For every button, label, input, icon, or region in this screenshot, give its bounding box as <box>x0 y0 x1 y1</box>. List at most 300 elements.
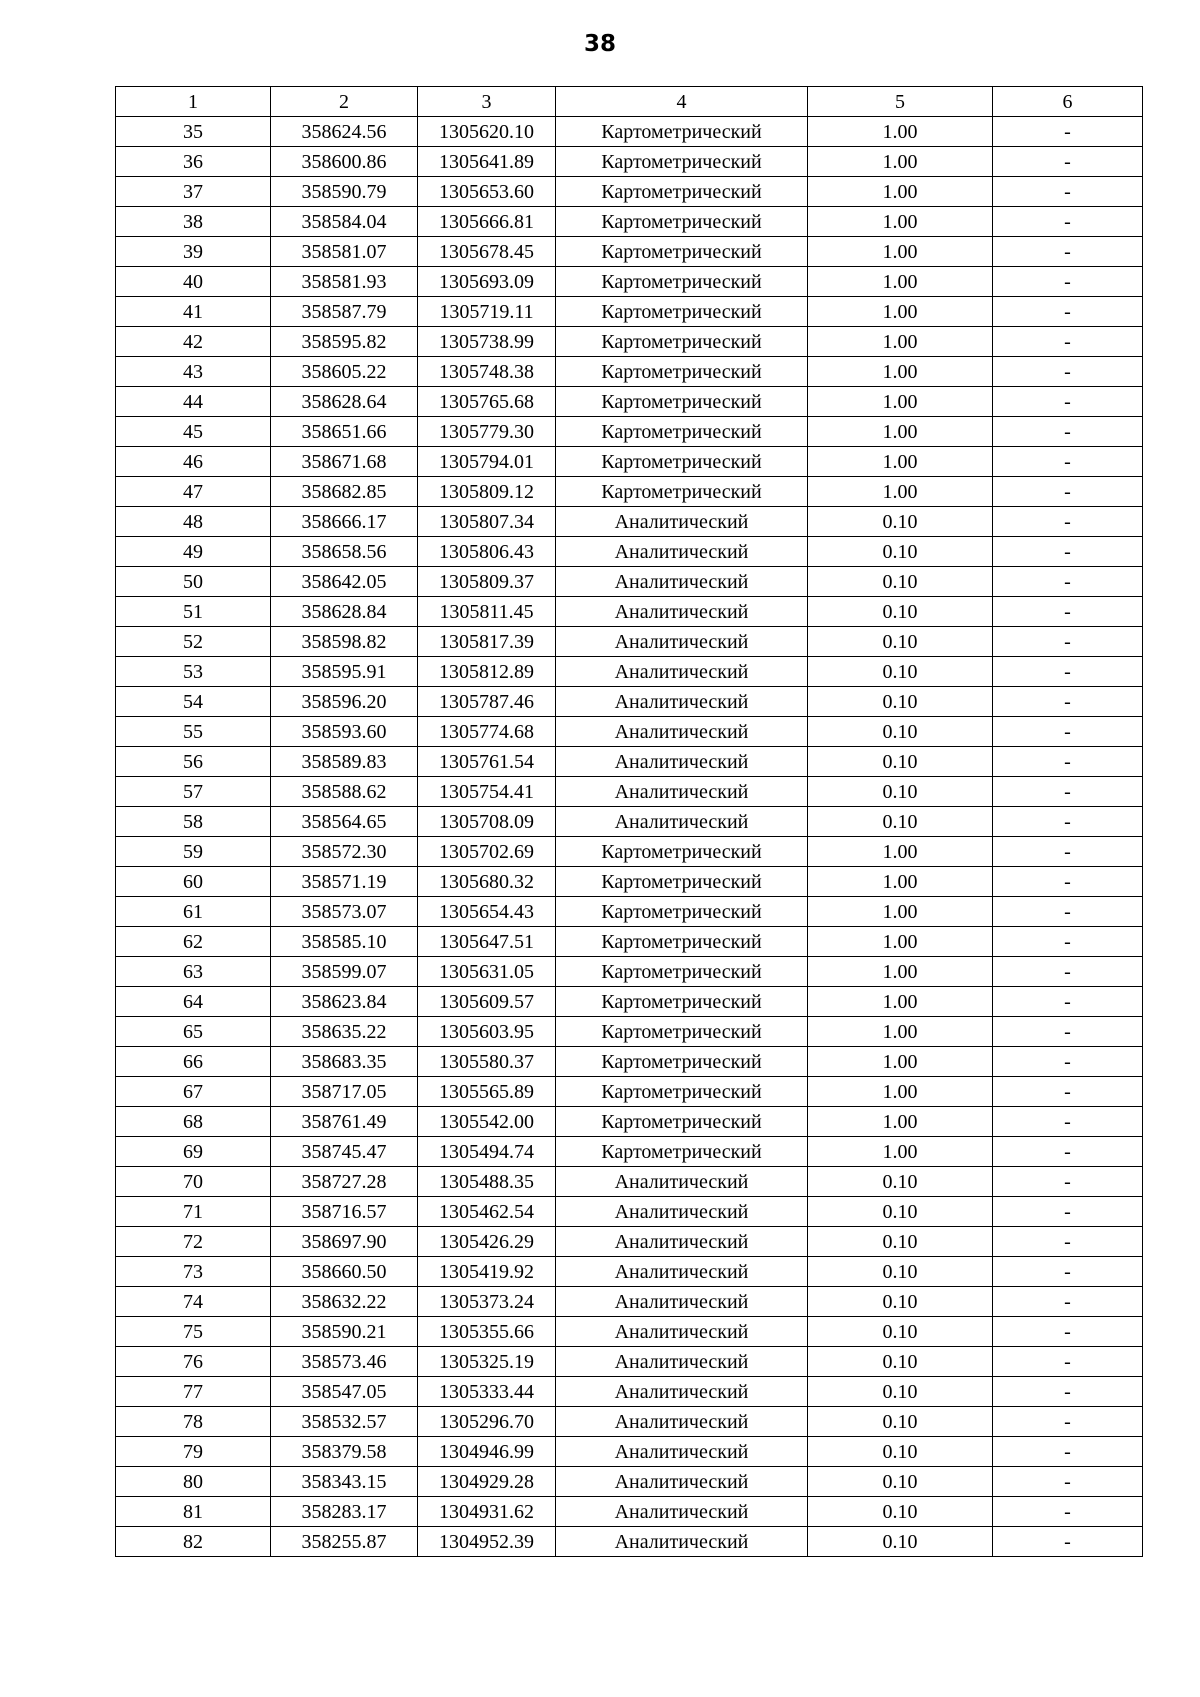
table-row <box>116 687 1143 717</box>
x-coordinate-cell: 358581.93 <box>271 267 418 297</box>
x-coordinate-cell: 358588.62 <box>271 777 418 807</box>
accuracy-cell: 0.10 <box>808 747 993 777</box>
x-coordinate-cell: 358600.86 <box>271 147 418 177</box>
point-number-cell: 71 <box>116 1197 271 1227</box>
accuracy-cell: 1.00 <box>808 297 993 327</box>
accuracy-cell: 1.00 <box>808 267 993 297</box>
x-coordinate-cell: 358573.07 <box>271 897 418 927</box>
x-coordinate-cell: 358660.50 <box>271 1257 418 1287</box>
accuracy-cell: 1.00 <box>808 1047 993 1077</box>
x-coordinate-cell: 358717.05 <box>271 1077 418 1107</box>
accuracy-cell: 1.00 <box>808 177 993 207</box>
note-cell: - <box>993 207 1143 237</box>
table-row <box>116 777 1143 807</box>
point-number-cell: 55 <box>116 717 271 747</box>
note-cell: - <box>993 987 1143 1017</box>
point-number-cell: 78 <box>116 1407 271 1437</box>
note-cell: - <box>993 657 1143 687</box>
y-coordinate-cell: 1305809.37 <box>418 567 556 597</box>
method-cell: Картометрический <box>556 357 808 387</box>
table-row <box>116 537 1143 567</box>
x-coordinate-cell: 358761.49 <box>271 1107 418 1137</box>
y-coordinate-cell: 1305680.32 <box>418 867 556 897</box>
table-row <box>116 957 1143 987</box>
table-row <box>116 1137 1143 1167</box>
accuracy-cell: 0.10 <box>808 1257 993 1287</box>
accuracy-cell: 0.10 <box>808 717 993 747</box>
method-cell: Картометрический <box>556 147 808 177</box>
x-coordinate-cell: 358697.90 <box>271 1227 418 1257</box>
point-number-cell: 46 <box>116 447 271 477</box>
y-coordinate-cell: 1305565.89 <box>418 1077 556 1107</box>
method-cell: Аналитический <box>556 507 808 537</box>
y-coordinate-cell: 1305708.09 <box>418 807 556 837</box>
accuracy-cell: 0.10 <box>808 1377 993 1407</box>
table-row <box>116 447 1143 477</box>
column-header: 6 <box>993 87 1143 117</box>
table-row <box>116 1317 1143 1347</box>
method-cell: Аналитический <box>556 747 808 777</box>
method-cell: Картометрический <box>556 327 808 357</box>
accuracy-cell: 0.10 <box>808 1287 993 1317</box>
x-coordinate-cell: 358632.22 <box>271 1287 418 1317</box>
x-coordinate-cell: 358651.66 <box>271 417 418 447</box>
table-row <box>116 1497 1143 1527</box>
table-row <box>116 1257 1143 1287</box>
point-number-cell: 43 <box>116 357 271 387</box>
accuracy-cell: 0.10 <box>808 1197 993 1227</box>
accuracy-cell: 0.10 <box>808 777 993 807</box>
table-row <box>116 117 1143 147</box>
accuracy-cell: 1.00 <box>808 117 993 147</box>
accuracy-cell: 1.00 <box>808 897 993 927</box>
method-cell: Картометрический <box>556 1107 808 1137</box>
x-coordinate-cell: 358593.60 <box>271 717 418 747</box>
table-row <box>116 807 1143 837</box>
point-number-cell: 36 <box>116 147 271 177</box>
method-cell: Картометрический <box>556 387 808 417</box>
point-number-cell: 80 <box>116 1467 271 1497</box>
method-cell: Аналитический <box>556 1197 808 1227</box>
method-cell: Аналитический <box>556 777 808 807</box>
y-coordinate-cell: 1305678.45 <box>418 237 556 267</box>
x-coordinate-cell: 358658.56 <box>271 537 418 567</box>
table-row <box>116 1407 1143 1437</box>
note-cell: - <box>993 1227 1143 1257</box>
method-cell: Картометрический <box>556 1137 808 1167</box>
x-coordinate-cell: 358666.17 <box>271 507 418 537</box>
note-cell: - <box>993 357 1143 387</box>
y-coordinate-cell: 1305647.51 <box>418 927 556 957</box>
table-row <box>116 1017 1143 1047</box>
note-cell: - <box>993 1137 1143 1167</box>
accuracy-cell: 0.10 <box>808 1527 993 1557</box>
method-cell: Картометрический <box>556 117 808 147</box>
y-coordinate-cell: 1305580.37 <box>418 1047 556 1077</box>
x-coordinate-cell: 358745.47 <box>271 1137 418 1167</box>
note-cell: - <box>993 1017 1143 1047</box>
x-coordinate-cell: 358590.79 <box>271 177 418 207</box>
y-coordinate-cell: 1305631.05 <box>418 957 556 987</box>
point-number-cell: 64 <box>116 987 271 1017</box>
note-cell: - <box>993 1347 1143 1377</box>
y-coordinate-cell: 1305373.24 <box>418 1287 556 1317</box>
point-number-cell: 63 <box>116 957 271 987</box>
point-number-cell: 40 <box>116 267 271 297</box>
x-coordinate-cell: 358635.22 <box>271 1017 418 1047</box>
note-cell: - <box>993 807 1143 837</box>
y-coordinate-cell: 1304931.62 <box>418 1497 556 1527</box>
point-number-cell: 41 <box>116 297 271 327</box>
point-number-cell: 70 <box>116 1167 271 1197</box>
note-cell: - <box>993 177 1143 207</box>
x-coordinate-cell: 358379.58 <box>271 1437 418 1467</box>
x-coordinate-cell: 358671.68 <box>271 447 418 477</box>
x-coordinate-cell: 358628.64 <box>271 387 418 417</box>
note-cell: - <box>993 1497 1143 1527</box>
note-cell: - <box>993 1467 1143 1497</box>
y-coordinate-cell: 1305355.66 <box>418 1317 556 1347</box>
accuracy-cell: 1.00 <box>808 867 993 897</box>
point-number-cell: 37 <box>116 177 271 207</box>
table-row <box>116 297 1143 327</box>
point-number-cell: 77 <box>116 1377 271 1407</box>
point-number-cell: 48 <box>116 507 271 537</box>
x-coordinate-cell: 358532.57 <box>271 1407 418 1437</box>
method-cell: Картометрический <box>556 1017 808 1047</box>
note-cell: - <box>993 147 1143 177</box>
table-row <box>116 207 1143 237</box>
accuracy-cell: 1.00 <box>808 1077 993 1107</box>
method-cell: Аналитический <box>556 597 808 627</box>
y-coordinate-cell: 1305653.60 <box>418 177 556 207</box>
method-cell: Картометрический <box>556 957 808 987</box>
method-cell: Аналитический <box>556 1317 808 1347</box>
x-coordinate-cell: 358584.04 <box>271 207 418 237</box>
point-number-cell: 44 <box>116 387 271 417</box>
y-coordinate-cell: 1305462.54 <box>418 1197 556 1227</box>
y-coordinate-cell: 1305426.29 <box>418 1227 556 1257</box>
accuracy-cell: 1.00 <box>808 987 993 1017</box>
accuracy-cell: 1.00 <box>808 147 993 177</box>
point-number-cell: 79 <box>116 1437 271 1467</box>
accuracy-cell: 1.00 <box>808 1137 993 1167</box>
y-coordinate-cell: 1305765.68 <box>418 387 556 417</box>
note-cell: - <box>993 417 1143 447</box>
table-row <box>116 597 1143 627</box>
accuracy-cell: 1.00 <box>808 447 993 477</box>
accuracy-cell: 0.10 <box>808 1437 993 1467</box>
table-row <box>116 147 1143 177</box>
x-coordinate-cell: 358623.84 <box>271 987 418 1017</box>
method-cell: Аналитический <box>556 1227 808 1257</box>
point-number-cell: 59 <box>116 837 271 867</box>
method-cell: Аналитический <box>556 1437 808 1467</box>
note-cell: - <box>993 1377 1143 1407</box>
accuracy-cell: 1.00 <box>808 477 993 507</box>
table-row <box>116 627 1143 657</box>
accuracy-cell: 1.00 <box>808 1107 993 1137</box>
point-number-cell: 57 <box>116 777 271 807</box>
method-cell: Аналитический <box>556 1377 808 1407</box>
x-coordinate-cell: 358255.87 <box>271 1527 418 1557</box>
accuracy-cell: 1.00 <box>808 207 993 237</box>
page-number: 38 <box>583 31 616 57</box>
x-coordinate-cell: 358716.57 <box>271 1197 418 1227</box>
accuracy-cell: 0.10 <box>808 597 993 627</box>
column-header: 3 <box>418 87 556 117</box>
method-cell: Картометрический <box>556 297 808 327</box>
y-coordinate-cell: 1305666.81 <box>418 207 556 237</box>
x-coordinate-cell: 358605.22 <box>271 357 418 387</box>
y-coordinate-cell: 1305325.19 <box>418 1347 556 1377</box>
note-cell: - <box>993 117 1143 147</box>
method-cell: Картометрический <box>556 207 808 237</box>
point-number-cell: 50 <box>116 567 271 597</box>
method-cell: Картометрический <box>556 1077 808 1107</box>
y-coordinate-cell: 1304946.99 <box>418 1437 556 1467</box>
column-header: 1 <box>116 87 271 117</box>
note-cell: - <box>993 567 1143 597</box>
x-coordinate-cell: 358564.65 <box>271 807 418 837</box>
y-coordinate-cell: 1305542.00 <box>418 1107 556 1137</box>
table-row <box>116 1377 1143 1407</box>
column-header: 5 <box>808 87 993 117</box>
note-cell: - <box>993 837 1143 867</box>
point-number-cell: 74 <box>116 1287 271 1317</box>
note-cell: - <box>993 747 1143 777</box>
method-cell: Картометрический <box>556 1047 808 1077</box>
table-row <box>116 357 1143 387</box>
header-row <box>116 87 1143 117</box>
x-coordinate-cell: 358283.17 <box>271 1497 418 1527</box>
table-row <box>116 1347 1143 1377</box>
method-cell: Картометрический <box>556 897 808 927</box>
table-row <box>116 867 1143 897</box>
method-cell: Картометрический <box>556 477 808 507</box>
coordinates-table <box>115 86 1143 1557</box>
table-row <box>116 717 1143 747</box>
x-coordinate-cell: 358343.15 <box>271 1467 418 1497</box>
x-coordinate-cell: 358581.07 <box>271 237 418 267</box>
note-cell: - <box>993 717 1143 747</box>
note-cell: - <box>993 237 1143 267</box>
note-cell: - <box>993 1107 1143 1137</box>
x-coordinate-cell: 358595.91 <box>271 657 418 687</box>
method-cell: Аналитический <box>556 1257 808 1287</box>
table-body <box>116 117 1143 1557</box>
note-cell: - <box>993 1257 1143 1287</box>
method-cell: Аналитический <box>556 1167 808 1197</box>
table-row <box>116 837 1143 867</box>
table-row <box>116 897 1143 927</box>
note-cell: - <box>993 477 1143 507</box>
x-coordinate-cell: 358595.82 <box>271 327 418 357</box>
accuracy-cell: 0.10 <box>808 687 993 717</box>
x-coordinate-cell: 358587.79 <box>271 297 418 327</box>
method-cell: Картометрический <box>556 867 808 897</box>
point-number-cell: 66 <box>116 1047 271 1077</box>
note-cell: - <box>993 1437 1143 1467</box>
accuracy-cell: 0.10 <box>808 1317 993 1347</box>
x-coordinate-cell: 358628.84 <box>271 597 418 627</box>
point-number-cell: 65 <box>116 1017 271 1047</box>
point-number-cell: 62 <box>116 927 271 957</box>
table-row <box>116 1167 1143 1197</box>
y-coordinate-cell: 1305719.11 <box>418 297 556 327</box>
y-coordinate-cell: 1305774.68 <box>418 717 556 747</box>
method-cell: Картометрический <box>556 267 808 297</box>
table-row <box>116 1197 1143 1227</box>
method-cell: Аналитический <box>556 1347 808 1377</box>
note-cell: - <box>993 537 1143 567</box>
accuracy-cell: 0.10 <box>808 1227 993 1257</box>
accuracy-cell: 0.10 <box>808 537 993 567</box>
accuracy-cell: 0.10 <box>808 807 993 837</box>
x-coordinate-cell: 358571.19 <box>271 867 418 897</box>
y-coordinate-cell: 1305654.43 <box>418 897 556 927</box>
note-cell: - <box>993 1197 1143 1227</box>
note-cell: - <box>993 597 1143 627</box>
method-cell: Аналитический <box>556 657 808 687</box>
accuracy-cell: 1.00 <box>808 417 993 447</box>
point-number-cell: 42 <box>116 327 271 357</box>
x-coordinate-cell: 358624.56 <box>271 117 418 147</box>
note-cell: - <box>993 1317 1143 1347</box>
note-cell: - <box>993 267 1143 297</box>
note-cell: - <box>993 447 1143 477</box>
accuracy-cell: 0.10 <box>808 657 993 687</box>
table-row <box>116 1287 1143 1317</box>
point-number-cell: 61 <box>116 897 271 927</box>
method-cell: Аналитический <box>556 1467 808 1497</box>
table-row <box>116 477 1143 507</box>
point-number-cell: 35 <box>116 117 271 147</box>
x-coordinate-cell: 358589.83 <box>271 747 418 777</box>
point-number-cell: 52 <box>116 627 271 657</box>
point-number-cell: 54 <box>116 687 271 717</box>
table-row <box>116 267 1143 297</box>
y-coordinate-cell: 1305761.54 <box>418 747 556 777</box>
accuracy-cell: 1.00 <box>808 387 993 417</box>
point-number-cell: 53 <box>116 657 271 687</box>
table-row <box>116 1107 1143 1137</box>
table-row <box>116 1467 1143 1497</box>
accuracy-cell: 0.10 <box>808 1167 993 1197</box>
point-number-cell: 73 <box>116 1257 271 1287</box>
column-header: 2 <box>271 87 418 117</box>
y-coordinate-cell: 1305609.57 <box>418 987 556 1017</box>
x-coordinate-cell: 358590.21 <box>271 1317 418 1347</box>
y-coordinate-cell: 1305488.35 <box>418 1167 556 1197</box>
y-coordinate-cell: 1305419.92 <box>418 1257 556 1287</box>
method-cell: Аналитический <box>556 1497 808 1527</box>
point-number-cell: 45 <box>116 417 271 447</box>
table-row <box>116 417 1143 447</box>
x-coordinate-cell: 358598.82 <box>271 627 418 657</box>
method-cell: Картометрический <box>556 417 808 447</box>
point-number-cell: 76 <box>116 1347 271 1377</box>
method-cell: Аналитический <box>556 807 808 837</box>
y-coordinate-cell: 1305641.89 <box>418 147 556 177</box>
note-cell: - <box>993 507 1143 537</box>
y-coordinate-cell: 1305754.41 <box>418 777 556 807</box>
method-cell: Аналитический <box>556 717 808 747</box>
x-coordinate-cell: 358727.28 <box>271 1167 418 1197</box>
point-number-cell: 39 <box>116 237 271 267</box>
y-coordinate-cell: 1305807.34 <box>418 507 556 537</box>
table-row <box>116 1047 1143 1077</box>
y-coordinate-cell: 1305811.45 <box>418 597 556 627</box>
table-row <box>116 657 1143 687</box>
table-row <box>116 1227 1143 1257</box>
y-coordinate-cell: 1305812.89 <box>418 657 556 687</box>
y-coordinate-cell: 1305748.38 <box>418 357 556 387</box>
note-cell: - <box>993 1527 1143 1557</box>
method-cell: Аналитический <box>556 567 808 597</box>
method-cell: Картометрический <box>556 237 808 267</box>
accuracy-cell: 0.10 <box>808 1407 993 1437</box>
y-coordinate-cell: 1305806.43 <box>418 537 556 567</box>
note-cell: - <box>993 387 1143 417</box>
method-cell: Аналитический <box>556 1287 808 1317</box>
table-row <box>116 177 1143 207</box>
y-coordinate-cell: 1305494.74 <box>418 1137 556 1167</box>
note-cell: - <box>993 867 1143 897</box>
note-cell: - <box>993 1407 1143 1437</box>
y-coordinate-cell: 1305333.44 <box>418 1377 556 1407</box>
y-coordinate-cell: 1305794.01 <box>418 447 556 477</box>
table-header <box>116 87 1143 117</box>
point-number-cell: 82 <box>116 1527 271 1557</box>
point-number-cell: 69 <box>116 1137 271 1167</box>
y-coordinate-cell: 1305738.99 <box>418 327 556 357</box>
accuracy-cell: 1.00 <box>808 957 993 987</box>
table-row <box>116 747 1143 777</box>
table-row <box>116 387 1143 417</box>
note-cell: - <box>993 1287 1143 1317</box>
note-cell: - <box>993 897 1143 927</box>
accuracy-cell: 1.00 <box>808 927 993 957</box>
table-row <box>116 237 1143 267</box>
method-cell: Аналитический <box>556 687 808 717</box>
y-coordinate-cell: 1305296.70 <box>418 1407 556 1437</box>
point-number-cell: 72 <box>116 1227 271 1257</box>
y-coordinate-cell: 1305787.46 <box>418 687 556 717</box>
point-number-cell: 49 <box>116 537 271 567</box>
x-coordinate-cell: 358585.10 <box>271 927 418 957</box>
note-cell: - <box>993 687 1143 717</box>
point-number-cell: 81 <box>116 1497 271 1527</box>
accuracy-cell: 1.00 <box>808 357 993 387</box>
x-coordinate-cell: 358596.20 <box>271 687 418 717</box>
x-coordinate-cell: 358572.30 <box>271 837 418 867</box>
x-coordinate-cell: 358547.05 <box>271 1377 418 1407</box>
x-coordinate-cell: 358683.35 <box>271 1047 418 1077</box>
method-cell: Аналитический <box>556 537 808 567</box>
point-number-cell: 38 <box>116 207 271 237</box>
table-row <box>116 1437 1143 1467</box>
y-coordinate-cell: 1305693.09 <box>418 267 556 297</box>
table-row <box>116 1527 1143 1557</box>
point-number-cell: 67 <box>116 1077 271 1107</box>
method-cell: Картометрический <box>556 837 808 867</box>
point-number-cell: 60 <box>116 867 271 897</box>
point-number-cell: 75 <box>116 1317 271 1347</box>
accuracy-cell: 0.10 <box>808 1497 993 1527</box>
method-cell: Картометрический <box>556 927 808 957</box>
table-row <box>116 927 1143 957</box>
